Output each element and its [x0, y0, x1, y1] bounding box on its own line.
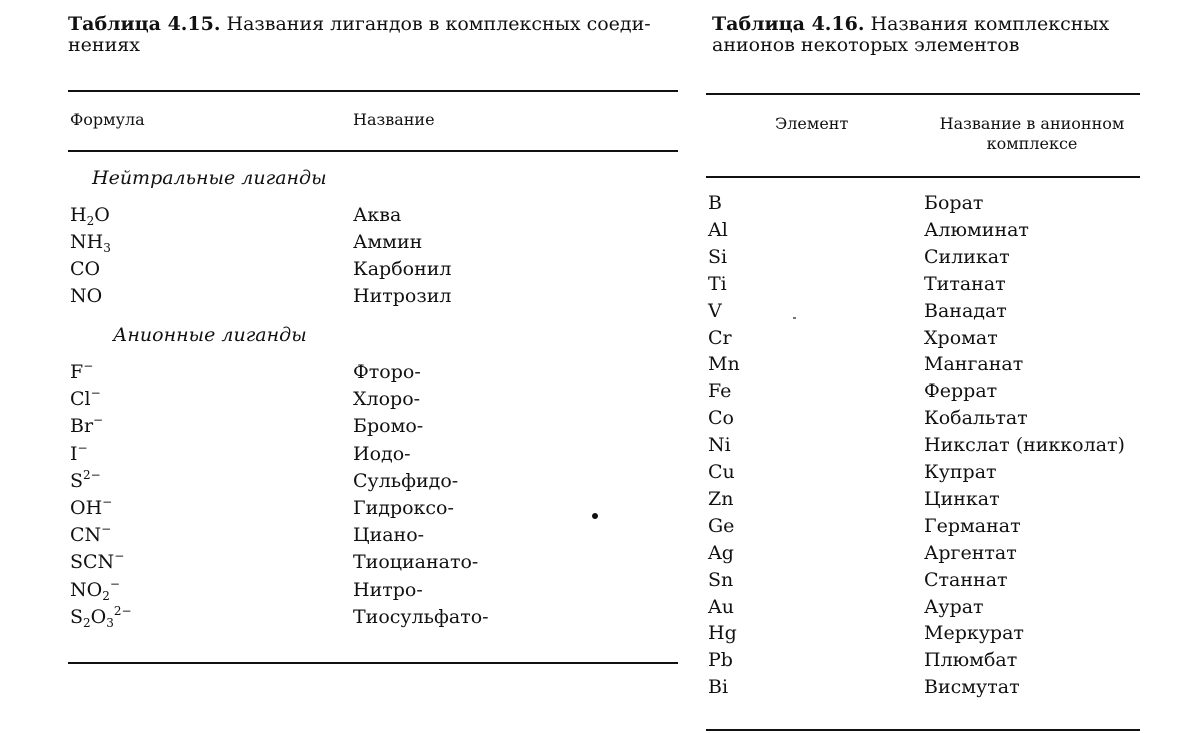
anion-name-cell: Цинкат [924, 487, 1000, 510]
formula-text: OH [70, 497, 103, 519]
element-cell: Si [708, 245, 728, 268]
table1-neutral-heading: Нейтральные лиганды [92, 167, 327, 189]
anion-name-cell: Купрат [924, 461, 997, 483]
element-cell: Fe [708, 380, 732, 403]
formula-cell [70, 468, 101, 494]
ligand-name-cell: Фторо- [353, 361, 421, 383]
anion-name-cell: Феррат [924, 380, 998, 403]
formula-text: CO [70, 258, 101, 280]
element-cell: B [708, 192, 722, 214]
formula-text: I [70, 442, 78, 465]
ligand-name-cell: Бромо- [353, 415, 424, 438]
ligand-name-cell: Нитро- [353, 578, 423, 601]
formula-text: S [70, 469, 84, 492]
table1-caption-number: Таблица 4.15. [68, 13, 221, 35]
formula-text: NH [70, 231, 104, 253]
formula-cell [70, 549, 124, 575]
ligand-name-cell: Карбонил [353, 258, 452, 280]
anion-name-cell: Германат [924, 514, 1021, 537]
table2-header-name-line2: комплексе [986, 134, 1078, 153]
table2-top-rule [706, 93, 1140, 95]
table1-bottom-rule [68, 662, 678, 664]
element-cell: Au [708, 595, 734, 618]
formula-charge: − [90, 386, 101, 401]
table2-caption-line2: анионов некоторых элементов [712, 34, 1020, 56]
formula-cell [70, 495, 112, 521]
formula-subscript: 3 [103, 241, 111, 255]
anion-name-cell: Никслат (никколат) [924, 434, 1125, 457]
table1-header-formula: Формула [70, 110, 145, 129]
table2-caption-number: Таблица 4.16. [712, 13, 865, 35]
formula-cell [70, 359, 93, 385]
formula-text: Br [70, 415, 94, 438]
formula-subscript-2: 3 [106, 615, 114, 630]
ligand-name-cell: Аква [353, 204, 402, 226]
formula-text: NO [70, 285, 103, 307]
formula-charge: − [101, 522, 112, 537]
element-cell: Co [708, 407, 734, 430]
anion-name-cell: Аурат [924, 595, 984, 618]
anion-name-cell: Манганат [924, 353, 1024, 376]
formula-charge: − [109, 576, 120, 591]
ligand-name-cell: Гидроксо- [353, 497, 454, 519]
formula-cell [70, 202, 110, 228]
formula-text: SCN [70, 551, 115, 574]
stray-tick-mark [793, 317, 796, 319]
ligand-name-cell: Иодо- [353, 442, 411, 465]
formula-charge: − [114, 549, 125, 564]
element-cell: Al [708, 218, 728, 241]
anion-name-cell: Силикат [924, 245, 1010, 268]
element-cell: V [708, 299, 722, 322]
stray-dot-mark [592, 513, 598, 519]
anion-name-cell: Хромат [924, 326, 998, 349]
formula-cell [70, 577, 120, 603]
formula-charge: − [77, 440, 88, 455]
table1-caption-line1: Названия лигандов в комплексных соеди- [226, 13, 651, 35]
formula-cell [70, 604, 132, 630]
anion-name-cell: Борат [924, 192, 984, 214]
formula-charge: 2− [83, 467, 101, 482]
table2-header-name-line1: Название в анионном [939, 114, 1125, 133]
formula-subscript: 2 [102, 588, 110, 603]
formula-text: Cl [70, 388, 91, 411]
table2-bottom-rule [706, 729, 1140, 731]
formula-text: S [70, 605, 84, 628]
formula-text-2: O [94, 204, 110, 226]
formula-cell [70, 441, 88, 467]
table1-header-rule [68, 150, 678, 152]
anion-name-cell: Ванадат [924, 299, 1007, 322]
element-cell: Ag [708, 541, 734, 564]
formula-subscript: 2 [83, 615, 91, 630]
element-cell: Cu [708, 461, 735, 483]
anion-name-cell: Кобальтат [924, 407, 1028, 430]
table1-header-name: Название [353, 110, 435, 129]
element-cell: Mn [708, 353, 740, 376]
element-cell: Zn [708, 487, 734, 510]
ligand-name-cell: Тиосульфато- [353, 605, 489, 628]
table2-caption-line1: Названия комплексных [870, 13, 1110, 35]
formula-charge: − [93, 413, 104, 428]
formula-cell [70, 413, 103, 439]
table2-caption [712, 14, 1152, 56]
formula-cell [70, 522, 111, 548]
formula-charge: − [102, 495, 113, 509]
element-cell: Ni [708, 434, 731, 457]
anion-name-cell: Меркурат [924, 622, 1024, 645]
ligand-name-cell: Тиоцианато- [353, 551, 479, 574]
formula-text: NO [70, 578, 103, 601]
formula-text-2: O [90, 605, 107, 628]
table2-header-element: Элемент [775, 114, 849, 133]
formula-subscript: 2 [86, 214, 95, 228]
formula-text: CN [70, 524, 102, 547]
formula-text: F [70, 361, 84, 383]
element-cell: Ge [708, 514, 735, 537]
ligand-name-cell: Сульфидо- [353, 469, 459, 492]
element-cell: Sn [708, 568, 734, 591]
element-cell: Cr [708, 326, 732, 349]
formula-charge: 2− [113, 603, 132, 618]
formula-cell [70, 229, 111, 255]
anion-name-cell: Плюмбат [924, 649, 1018, 672]
anion-name-cell: Висмутат [924, 676, 1020, 699]
table1-caption [68, 14, 680, 56]
element-cell: Pb [708, 649, 733, 672]
anion-name-cell: Титанат [924, 272, 1006, 295]
table2-header-name [912, 114, 1152, 154]
formula-charge: − [83, 359, 94, 373]
table1-anion-heading: Анионные лиганды [113, 324, 307, 346]
formula-cell [70, 386, 101, 412]
anion-name-cell: Алюминат [924, 218, 1029, 241]
anion-name-cell: Аргентат [924, 541, 1017, 564]
table2-header-rule [706, 176, 1140, 178]
table1-top-rule [68, 90, 678, 92]
table1-caption-line2: нениях [68, 34, 140, 56]
formula-cell [70, 283, 102, 309]
ligand-name-cell: Циано- [353, 524, 425, 547]
anion-name-cell: Станнат [924, 568, 1008, 591]
element-cell: Ti [708, 272, 727, 295]
ligand-name-cell: Аммин [353, 231, 423, 253]
element-cell: Hg [708, 622, 737, 645]
ligand-name-cell: Хлоро- [353, 388, 421, 411]
formula-cell [70, 256, 100, 282]
formula-text: H [70, 204, 87, 226]
element-cell: Bi [708, 676, 729, 699]
ligand-name-cell: Нитрозил [353, 285, 452, 307]
